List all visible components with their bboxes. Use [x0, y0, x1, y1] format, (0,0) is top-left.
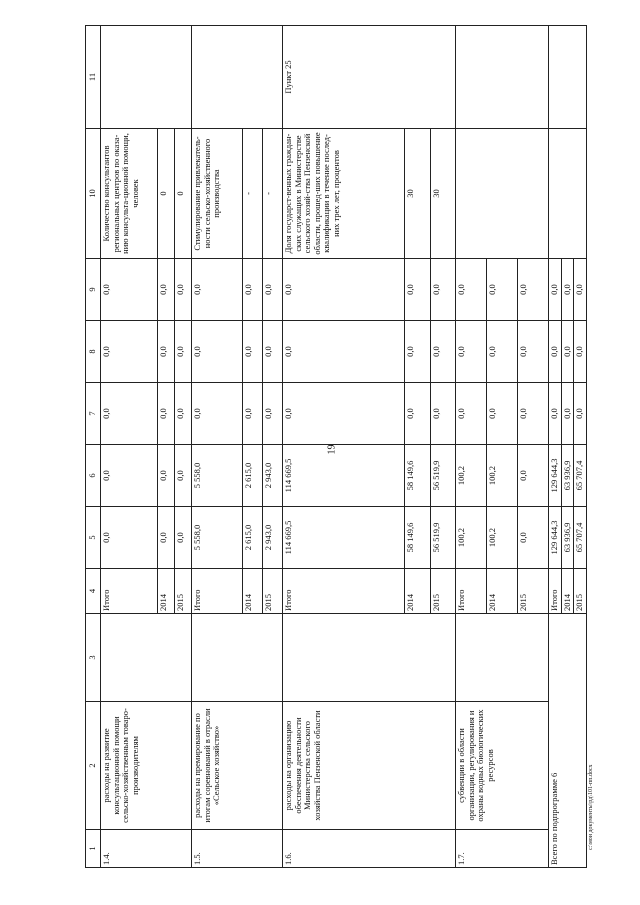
- value-cell: 114 669,5: [283, 445, 405, 507]
- total-value-cell: 0,0: [561, 383, 574, 445]
- item-number: 1.5.: [192, 830, 283, 868]
- year-cell: Итого: [283, 569, 405, 614]
- value-cell: 0,0: [487, 259, 518, 321]
- year-cell: 2014: [561, 569, 574, 614]
- value-cell: 0,0: [518, 321, 549, 383]
- target-cell: Пункт 25: [283, 26, 456, 129]
- value-cell: 114 669,5: [283, 507, 405, 569]
- value-cell: 0,0: [430, 321, 455, 383]
- total-value-cell: 0,0: [561, 259, 574, 321]
- item-description: расходы на премирование по итогам соревнований в отрасли «Сельское хозяйство»: [192, 702, 283, 830]
- value-cell: 0,0: [487, 321, 518, 383]
- value-cell: 0,0: [174, 445, 191, 507]
- value-cell: 0,0: [518, 383, 549, 445]
- value-cell: 0,0: [262, 321, 282, 383]
- col-header: 9: [86, 259, 101, 321]
- value-cell: 0,0: [157, 321, 174, 383]
- value-cell: 2 615,0: [242, 445, 262, 507]
- value-cell: 0,0: [487, 383, 518, 445]
- year-cell: Итого: [456, 569, 487, 614]
- year-cell: 2015: [174, 569, 191, 614]
- value-cell: 0,0: [101, 507, 158, 569]
- total-label: Всего по подпрограмме 6: [549, 614, 587, 868]
- year-cell: Итого: [549, 569, 562, 614]
- value-cell: 5 558,0: [192, 507, 243, 569]
- value-cell: 58 149,6: [405, 445, 430, 507]
- value-cell: 58 149,6: [405, 507, 430, 569]
- value-cell: 0,0: [283, 259, 405, 321]
- value-cell: 0,0: [157, 383, 174, 445]
- value-cell: 0,0: [518, 259, 549, 321]
- value-cell: 0,0: [101, 383, 158, 445]
- indicator-cell: Стимулирование привлекатель-ности сельско-хозяйственного производства: [192, 129, 243, 259]
- value-cell: 0,0: [157, 507, 174, 569]
- value-cell: 0,0: [101, 259, 158, 321]
- item-col3: [101, 614, 192, 702]
- indicator-cell: Количество консультантов региональных центров по оказа-нию консульта-ционной помощи, человек: [101, 129, 158, 259]
- item-description: расходы на развитие консультационной помощи сельско-хозяйственным товаро-производителям: [101, 702, 192, 830]
- value-cell: 2 615,0: [242, 507, 262, 569]
- item-col3: [456, 614, 549, 702]
- total-indicator-empty: [549, 129, 587, 259]
- value-cell: 0,0: [283, 383, 405, 445]
- item-number: 1.7.: [456, 830, 549, 868]
- item-number: 1.4.: [101, 830, 192, 868]
- item-description: субвенции в области организации, регулирования и охраны водных биологических ресурсов: [456, 702, 549, 830]
- total-value-cell: 0,0: [574, 321, 587, 383]
- target-cell: [101, 26, 192, 129]
- value-cell: 0,0: [430, 383, 455, 445]
- value-cell: 0,0: [242, 321, 262, 383]
- total-value-cell: 65 707,4: [574, 445, 587, 507]
- total-value-cell: 0,0: [561, 321, 574, 383]
- indicator-value: -: [262, 129, 282, 259]
- col-header: 2: [86, 702, 101, 830]
- table-row: [192, 26, 243, 868]
- value-cell: 0,0: [157, 259, 174, 321]
- target-cell: [456, 26, 549, 129]
- indicator-value: 30: [405, 129, 430, 259]
- value-cell: 56 519,9: [430, 507, 455, 569]
- year-cell: 2014: [405, 569, 430, 614]
- value-cell: 0,0: [157, 445, 174, 507]
- item-col3: [192, 614, 283, 702]
- subprogram-table: [85, 25, 587, 868]
- footer-file-path: c:\мои документы\рд\101-пп.docx: [588, 764, 594, 850]
- value-cell: 100,2: [456, 507, 487, 569]
- total-value-cell: 0,0: [574, 383, 587, 445]
- value-cell: 56 519,9: [430, 445, 455, 507]
- col-header: 10: [86, 129, 101, 259]
- page-number: 19: [326, 444, 338, 455]
- table-row: [456, 26, 487, 868]
- year-cell: Итого: [101, 569, 158, 614]
- indicator-cell: [456, 129, 549, 259]
- target-cell: [192, 26, 283, 129]
- value-cell: 0,0: [283, 321, 405, 383]
- item-col3: [283, 614, 456, 702]
- indicator-cell: Доля государст-венных граждан-ских служащих в Министерстве сельского хозяй-ства Пензенской области, прошед-ших повышение квалификации в течение послед-них трех лет, процентов: [283, 129, 405, 259]
- col-header: 4: [86, 569, 101, 614]
- col-header: 8: [86, 321, 101, 383]
- value-cell: 0,0: [456, 321, 487, 383]
- total-target-empty: [549, 26, 587, 129]
- value-cell: 0,0: [192, 383, 243, 445]
- value-cell: 0,0: [262, 383, 282, 445]
- total-value-cell: 0,0: [574, 259, 587, 321]
- value-cell: 0,0: [192, 321, 243, 383]
- year-cell: 2015: [574, 569, 587, 614]
- indicator-value: 30: [430, 129, 455, 259]
- col-header: 7: [86, 383, 101, 445]
- value-cell: 0,0: [174, 259, 191, 321]
- value-cell: 0,0: [405, 383, 430, 445]
- year-cell: 2014: [487, 569, 518, 614]
- value-cell: 0,0: [174, 321, 191, 383]
- value-cell: 0,0: [192, 259, 243, 321]
- value-cell: 0,0: [456, 383, 487, 445]
- value-cell: 0,0: [242, 383, 262, 445]
- item-number: 1.6.: [283, 830, 456, 868]
- column-number-row: [86, 26, 101, 868]
- year-cell: 2015: [518, 569, 549, 614]
- col-header: 5: [86, 507, 101, 569]
- total-row: [549, 26, 562, 868]
- value-cell: 0,0: [405, 259, 430, 321]
- total-value-cell: 63 936,9: [561, 445, 574, 507]
- value-cell: 0,0: [242, 259, 262, 321]
- year-cell: 2014: [157, 569, 174, 614]
- col-header: 6: [86, 445, 101, 507]
- value-cell: 0,0: [518, 445, 549, 507]
- item-description: расходы на организацию обеспечения деятельности Министерства сельского хозяйства Пензенской области: [283, 702, 456, 830]
- rotated-table-container: [85, 26, 620, 868]
- col-header: 3: [86, 614, 101, 702]
- indicator-value: 0: [157, 129, 174, 259]
- value-cell: 100,2: [456, 445, 487, 507]
- value-cell: 0,0: [174, 383, 191, 445]
- value-cell: 100,2: [487, 507, 518, 569]
- value-cell: 0,0: [456, 259, 487, 321]
- year-cell: 2014: [242, 569, 262, 614]
- value-cell: 0,0: [518, 507, 549, 569]
- total-value-cell: 0,0: [549, 383, 562, 445]
- table-row: [101, 26, 158, 868]
- total-value-cell: 129 644,3: [549, 445, 562, 507]
- total-value-cell: 63 936,9: [561, 507, 574, 569]
- total-value-cell: 0,0: [549, 321, 562, 383]
- value-cell: 0,0: [101, 321, 158, 383]
- col-header: 11: [86, 26, 101, 129]
- indicator-value: -: [242, 129, 262, 259]
- total-value-cell: 65 707,4: [574, 507, 587, 569]
- value-cell: 0,0: [101, 445, 158, 507]
- value-cell: 0,0: [262, 259, 282, 321]
- value-cell: 2 943,0: [262, 507, 282, 569]
- total-value-cell: 129 644,3: [549, 507, 562, 569]
- value-cell: 0,0: [405, 321, 430, 383]
- year-cell: Итого: [192, 569, 243, 614]
- total-value-cell: 0,0: [549, 259, 562, 321]
- value-cell: 0,0: [430, 259, 455, 321]
- year-cell: 2015: [262, 569, 282, 614]
- value-cell: 2 943,0: [262, 445, 282, 507]
- table-row: [283, 26, 405, 868]
- value-cell: 5 558,0: [192, 445, 243, 507]
- year-cell: 2015: [430, 569, 455, 614]
- value-cell: 0,0: [174, 507, 191, 569]
- col-header: 1: [86, 830, 101, 868]
- indicator-value: 0: [174, 129, 191, 259]
- value-cell: 100,2: [487, 445, 518, 507]
